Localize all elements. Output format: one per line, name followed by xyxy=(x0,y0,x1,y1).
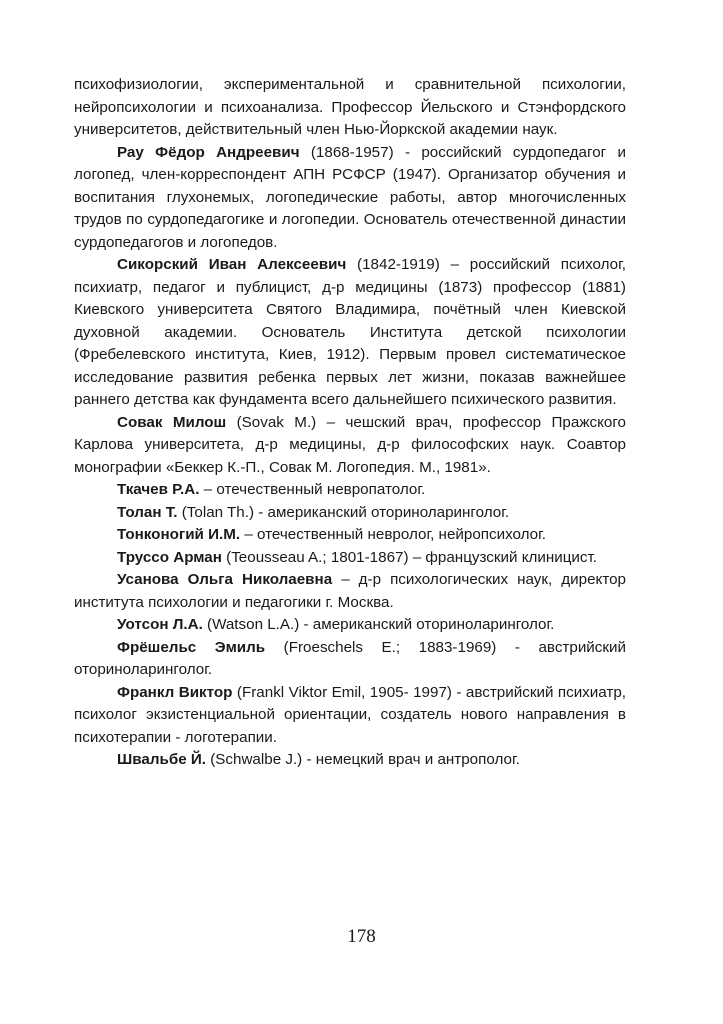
entry-sovak xyxy=(74,412,626,480)
entry-text: – д-р психологических наук, директор института психологии и педагогики г. Москва. xyxy=(74,571,627,611)
entry-text: (1868-1957) - российский сурдопедагог и логопед, член-корреспондент АПН РСФСР (1947). Организатор обучения и воспитания глухонемых, логопедические работы, автор многочисленных трудов по сурдопедагогике и логопедии. Основатель отечественной династии сурдопедагогов и логопедов. xyxy=(74,143,627,251)
entry-name: Совак Милош xyxy=(117,413,227,431)
entry-name: Фрёшельс Эмиль xyxy=(117,638,266,656)
entry-text: (1842-1919) – российский психолог, психиатр, педагог и публицист, д-р медицины (1873) профессор (1881) Киевского университета Святого Владимира, почётный член Киевской духовной академии. Основатель Института детской психологии (Фребелевского института, Киев, 1912). Первым провел систематическое исследование развития ребенка первых лет жизни, показав важнейшее раннего детства как фундамента всего дальнейшего психического развития. xyxy=(74,256,627,408)
entry-text: (Sovak M.) – чешский врач, профессор Пражского Карлова университета, д-р медицины, д-р философских наук. Соавтор монографии «Беккер К.-П., Совак М. Логопедия. М., 1981». xyxy=(74,413,626,476)
page-number: 178 xyxy=(347,926,376,947)
page-body xyxy=(74,74,626,772)
entry-text: (Schwalbe J.) - немецкий врач и антрополог. xyxy=(206,751,520,768)
entry-schwalbe xyxy=(74,749,626,772)
entry-text: – отечественный невролог, нейропсихолог. xyxy=(240,526,546,543)
entry-frankl xyxy=(74,682,626,750)
entry-watson xyxy=(74,614,626,637)
entry-name: Франкл Виктор xyxy=(117,683,233,701)
entry-name: Толан Т. xyxy=(117,503,178,521)
entry-rau xyxy=(74,142,626,255)
entry-name: Усанова Ольга Николаевна xyxy=(117,571,333,588)
entry-name: Сикорский Иван Алексеевич xyxy=(117,256,347,273)
entry-tonkonogy xyxy=(74,524,626,547)
entry-tolan xyxy=(74,502,626,525)
entry-usanova xyxy=(74,569,626,614)
entry-name: Труссо Арман xyxy=(117,548,222,566)
entry-text: (Froeschels E.; 1883-1969) - австрийский оториноларинголог. xyxy=(74,638,626,678)
entry-sikorsky xyxy=(74,254,626,412)
entry-name: Уотсон Л.А. xyxy=(117,616,203,633)
entry-text: (Watson L.A.) - американский оториноларинголог. xyxy=(202,616,555,633)
entry-name: Рау Фёдор Андреевич xyxy=(117,143,300,161)
intro-paragraph: психофизиологии, экспериментальной и сравнительной психологии, нейропсихологии и психоанализа. Профессор Йельского и Стэнфордского университетов, действительный член Нью-Йоркской академии наук. xyxy=(74,76,626,138)
entry-text: – отечественный невропатолог. xyxy=(199,481,426,498)
entry-tkachev xyxy=(74,479,626,502)
entry-froeschels xyxy=(74,637,626,682)
entry-name: Тонконогий И.М. xyxy=(117,526,241,543)
entry-text: (Teousseau A.; 1801-1867) – французский клиницист. xyxy=(221,548,598,566)
entry-trousseau xyxy=(74,547,626,570)
entry-text: (Tolan Th.) - американский оториноларинголог. xyxy=(177,503,510,521)
entry-name: Ткачев Р.А. xyxy=(117,481,200,498)
entry-text: (Frankl Viktor Emil, 1905- 1997) - австрийский психиатр, психолог экзистенциальной ориентации, создатель нового направления в психотерапии - логотерапии. xyxy=(74,683,626,746)
entry-name: Швальбе Й. xyxy=(117,751,207,768)
